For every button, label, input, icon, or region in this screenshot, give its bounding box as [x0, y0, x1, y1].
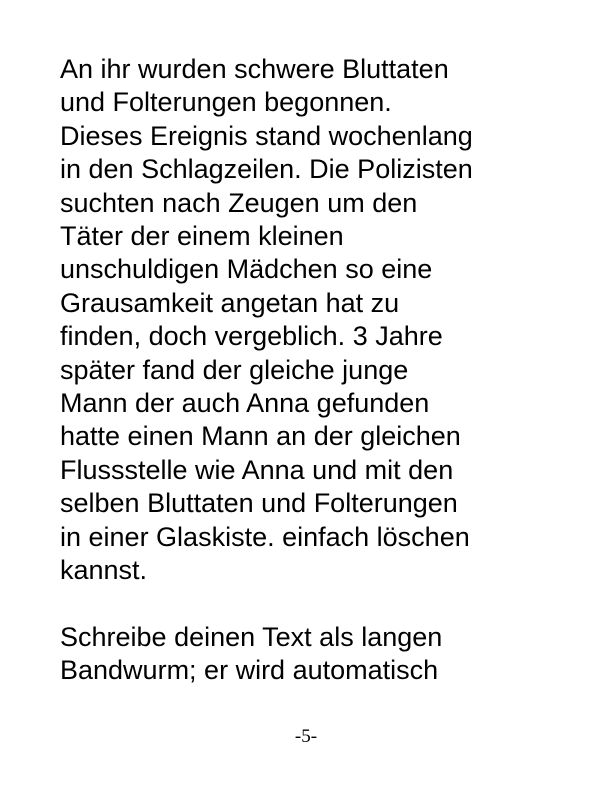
text-line: in einer Glaskiste. einfach löschen [60, 521, 470, 552]
text-line: und Folterungen begonnen. [60, 87, 392, 118]
paragraph-2 [60, 621, 580, 688]
text-line: An ihr wurden schwere Bluttaten [60, 54, 449, 84]
text-line: unschuldigen Mädchen so eine [60, 254, 433, 285]
text-line: Bandwurm; er wird automatisch [60, 655, 439, 686]
text-line: Dieses Ereignis stand wochenlang [60, 120, 473, 151]
page-number: -5- [294, 726, 318, 747]
text-line: finden, doch vergeblich. 3 Jahre [60, 321, 443, 352]
text-line: in den Schlagzeilen. Die Polizisten [60, 154, 473, 185]
text-line: Mann der auch Anna gefunden [60, 388, 430, 419]
text-line: später fand der gleiche junge [60, 354, 409, 385]
text-line: selben Bluttaten und Folterungen [60, 488, 458, 519]
text-line: hatte einen Mann an der gleichen [60, 421, 461, 452]
text-line: Flussstelle wie Anna und mit den [60, 454, 454, 485]
text-line: Täter der einem kleinen [60, 221, 344, 252]
paragraph-1 [60, 53, 580, 588]
text-line: Grausamkeit angetan hat zu [60, 287, 400, 318]
text-line: suchten nach Zeugen um den [60, 187, 418, 218]
text-line: Schreibe deinen Text als langen [60, 622, 443, 652]
text-line: kannst. [60, 555, 148, 586]
